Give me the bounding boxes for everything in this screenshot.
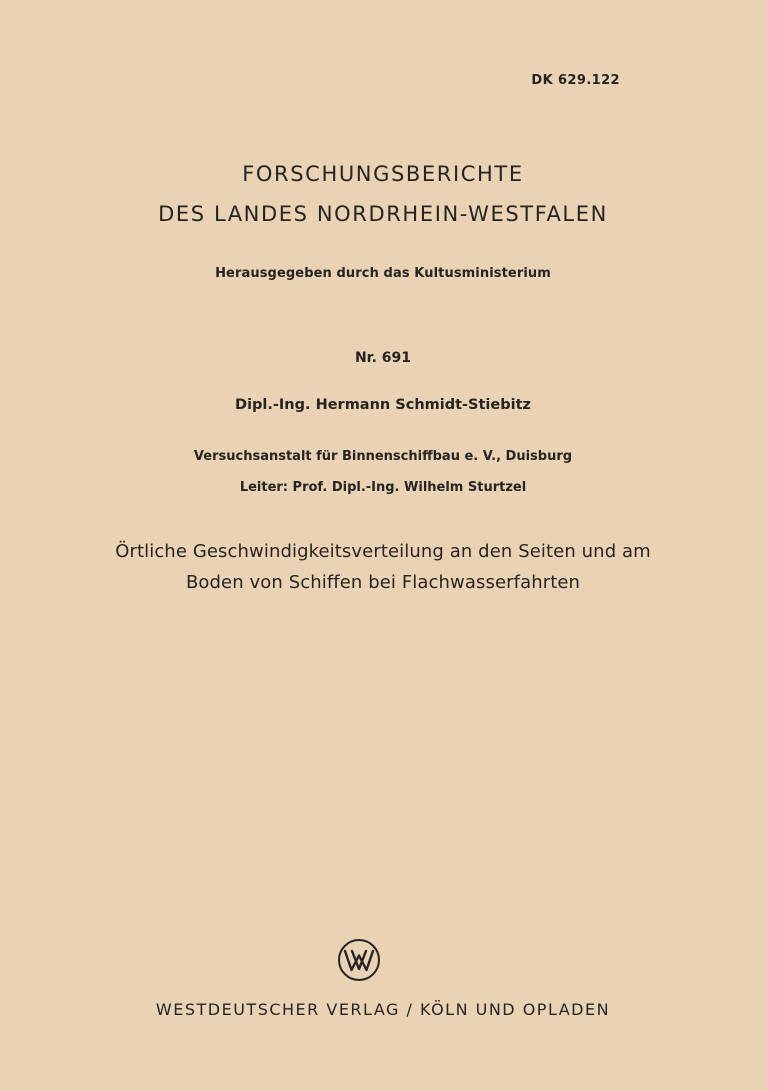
institute-head: Leiter: Prof. Dipl.-Ing. Wilhelm Sturtzel (239, 480, 527, 495)
report-number: Nr. 691 (354, 350, 412, 366)
report-title-line-1: Örtliche Geschwindigkeitsverteilung an den Seiten und am (115, 541, 651, 562)
series-title-line-2: DES LANDES NORDRHEIN-WESTFALEN (158, 202, 608, 226)
publisher-imprint: WESTDEUTSCHER VERLAG / KÖLN UND OPLADEN (155, 1000, 611, 1019)
westdeutscher-verlag-logo-icon (337, 938, 381, 982)
institute-name: Versuchsanstalt für Binnenschiffbau e. V., Duisburg (193, 449, 573, 464)
dk-classification: DK 629.122 (531, 73, 620, 88)
issued-by-line: Herausgegeben durch das Kultusministerium (215, 266, 551, 281)
report-title-line-2: Boden von Schiffen bei Flachwasserfahrten (185, 572, 581, 593)
author-name: Dipl.-Ing. Hermann Schmidt-Stiebitz (235, 397, 531, 413)
series-title-line-1: FORSCHUNGSBERICHTE (242, 162, 524, 186)
